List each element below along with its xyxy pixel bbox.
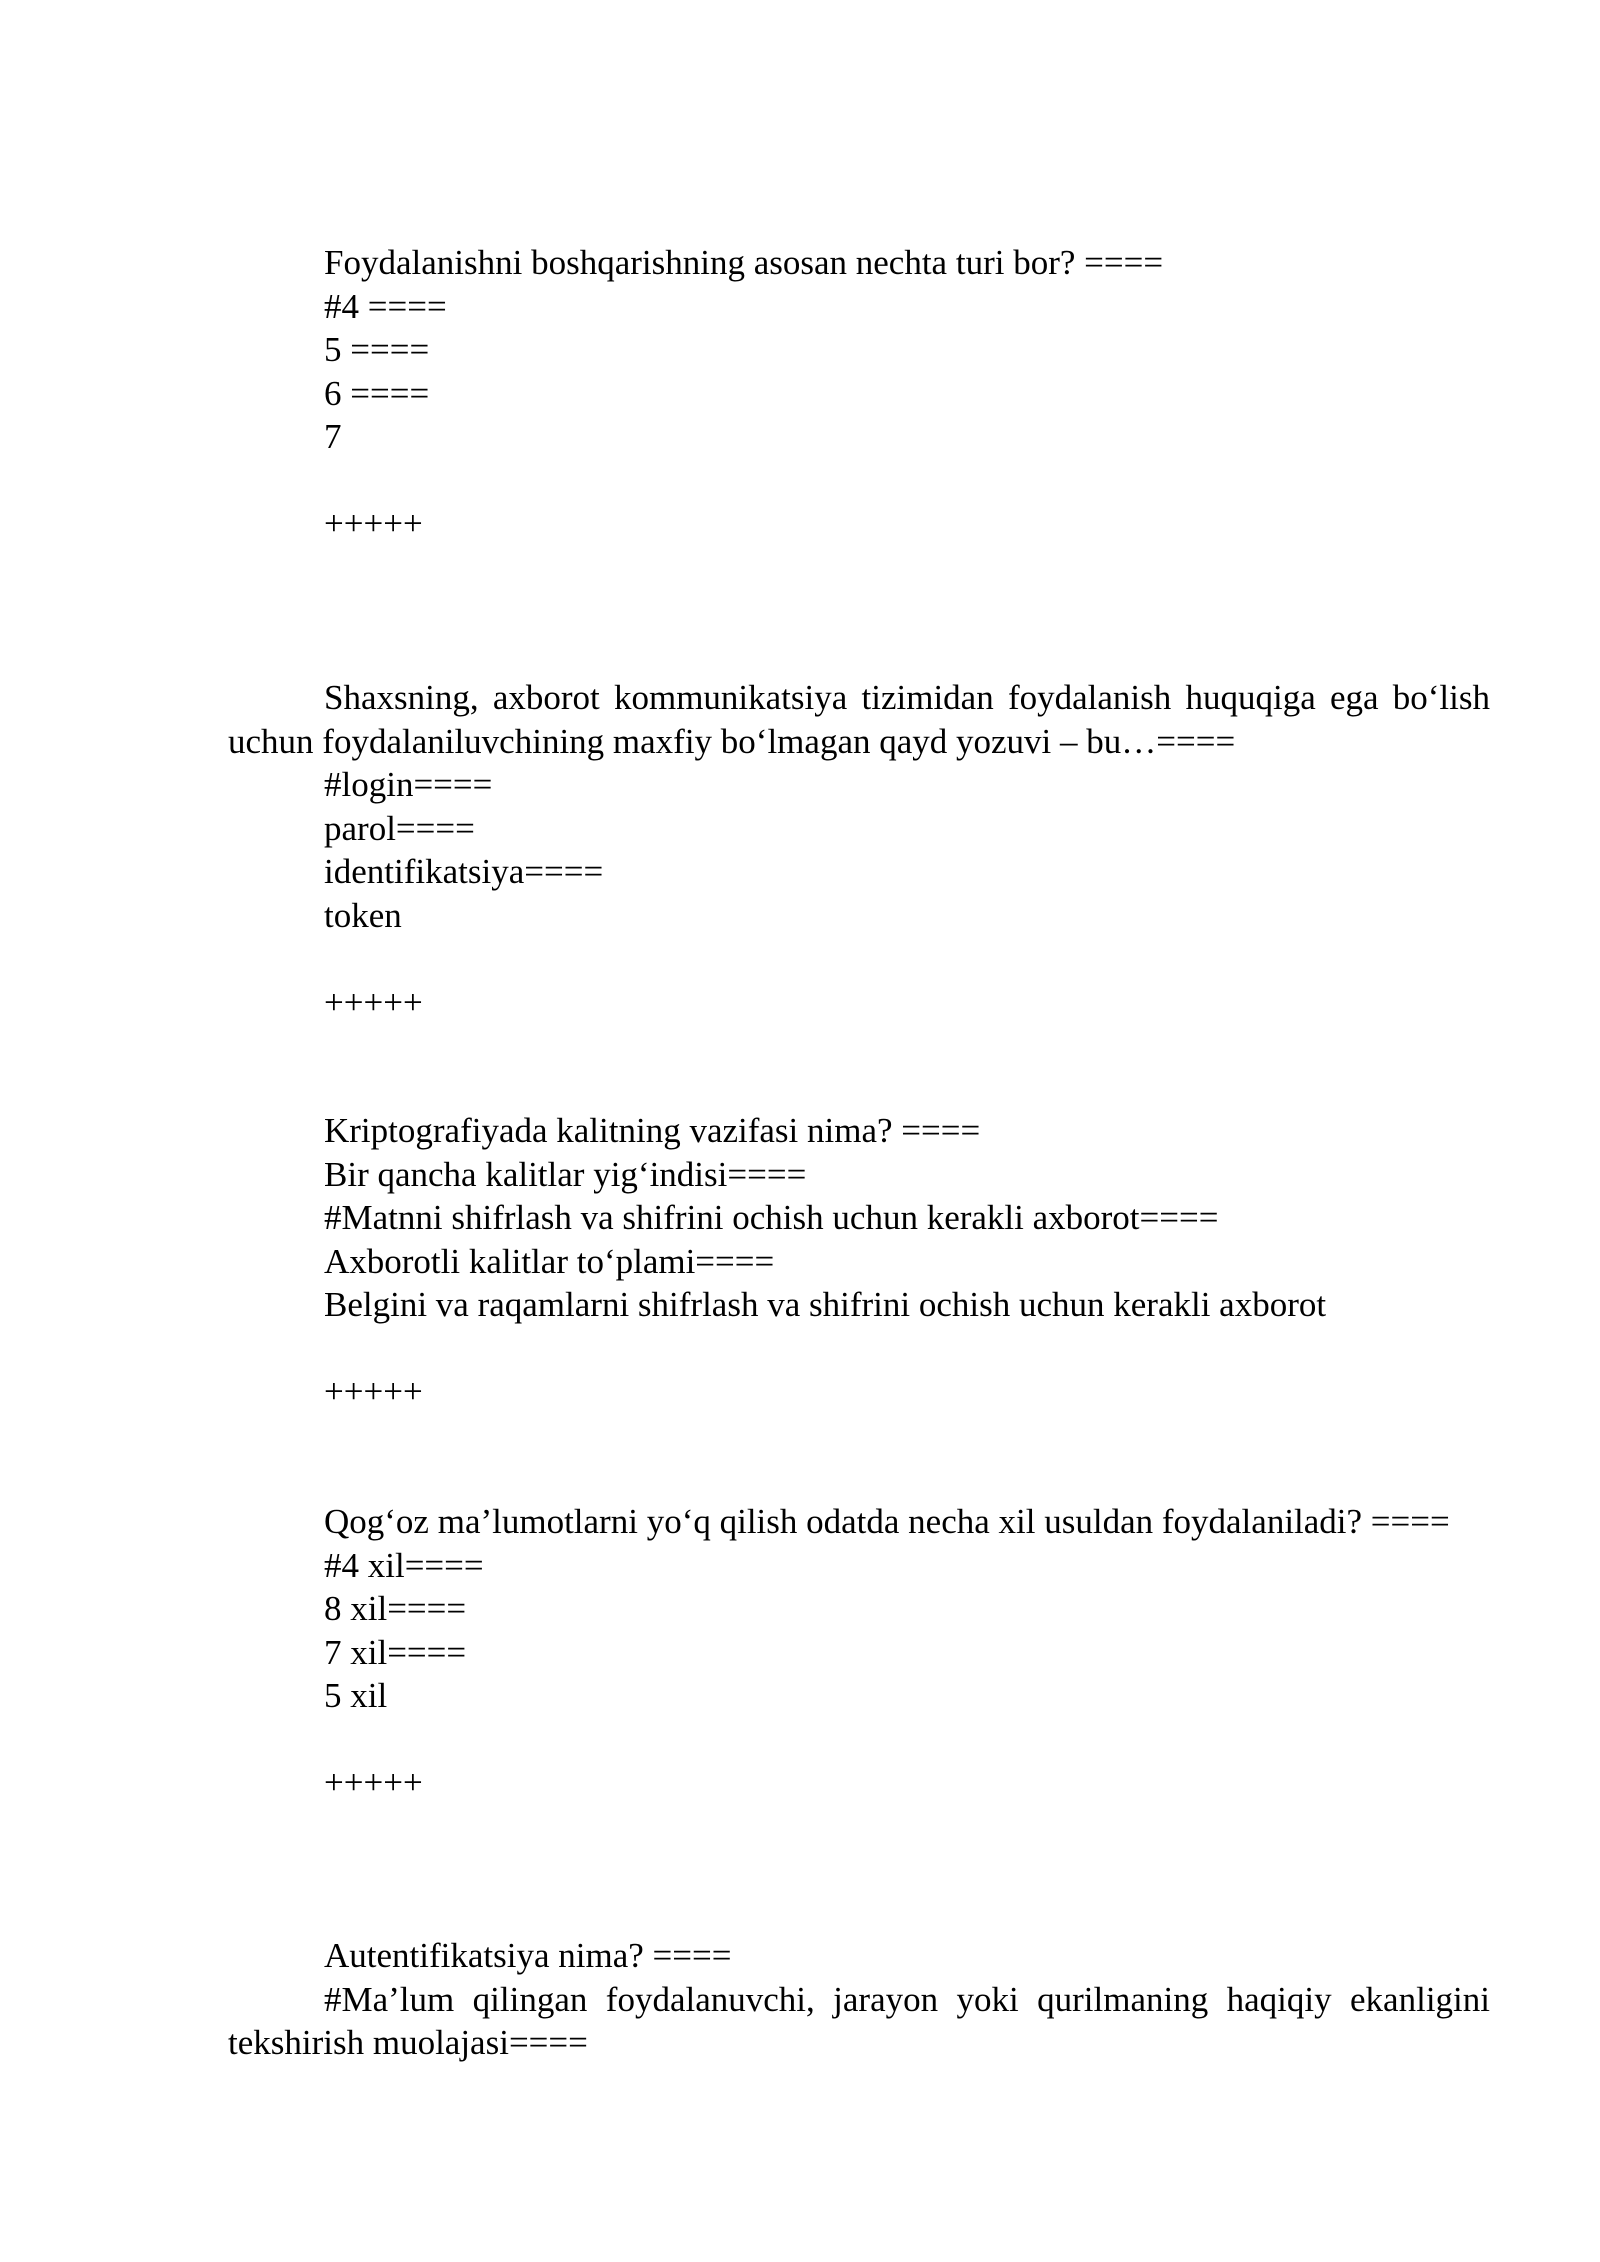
question-text: Qog‘oz ma’lumotlarni yo‘q qilish odatda necha xil usuldan foydalaniladi? ==== [324, 1502, 1450, 1541]
answer-option: #4 xil==== [324, 1545, 484, 1585]
question-block-3 [228, 1109, 1490, 1414]
answer-option: token [324, 895, 402, 935]
answer-option: Axborotli kalitlar to‘plami==== [324, 1241, 775, 1281]
answer-option: 8 xil==== [324, 1589, 467, 1628]
question-block-1 [228, 241, 1490, 546]
question-separator: +++++ [324, 982, 423, 1022]
answer-option: Bir qancha kalitlar yig‘indisi==== [324, 1154, 807, 1194]
question-block-5 [228, 1934, 1490, 2065]
question-block-4 [228, 1500, 1490, 1805]
question-text: Kriptografiyada kalitning vazifasi nima? ==== [324, 1111, 981, 1150]
answer-option: 5 ==== [324, 330, 430, 369]
answer-option: #login==== [324, 765, 493, 804]
question-separator: +++++ [324, 1372, 423, 1411]
answer-option: 7 [324, 417, 342, 456]
question-text: Foydalanishni boshqarishning asosan nechta turi bor? ==== [324, 243, 1164, 282]
question-block-2 [228, 676, 1490, 1024]
answer-option: #4 ==== [324, 286, 447, 326]
answer-option: 6 ==== [324, 373, 430, 413]
question-text: Shaxsning, axborot kommunikatsiya tizimidan foydalanish huquqiga ega bo‘lish uchun foydalaniluvchining maxfiy bo‘lmagan qayd yozuvi – bu…==== [228, 678, 1490, 761]
question-text: Autentifikatsiya nima? ==== [324, 1936, 732, 1975]
answer-paragraph: #Ma’lum qilingan foydalanuvchi, jarayon yoki qurilmaning haqiqiy ekanligini tekshirish muolajasi==== [228, 1979, 1490, 2062]
question-separator: +++++ [324, 1763, 423, 1802]
question-separator: +++++ [324, 504, 423, 543]
answer-option: 5 xil [324, 1676, 388, 1715]
answer-option: Belgini va raqamlarni shifrlash va shifrini ochish uchun kerakli axborot [324, 1285, 1327, 1324]
answer-option: parol==== [324, 808, 475, 848]
answer-option: #Matnni shifrlash va shifrini ochish uchun kerakli axborot==== [324, 1198, 1219, 1237]
answer-option: identifikatsiya==== [324, 852, 604, 891]
answer-option: 7 xil==== [324, 1632, 467, 1672]
